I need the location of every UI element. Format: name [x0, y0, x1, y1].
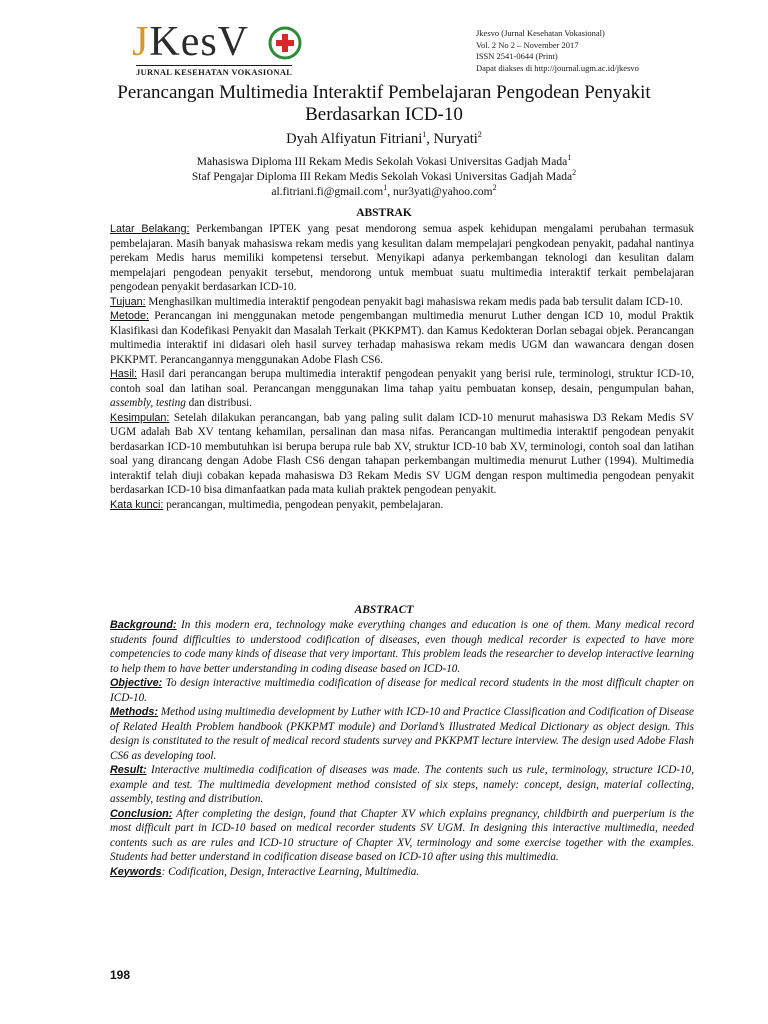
journal-url[interactable]: Dapat diakses di http://journal.ugm.ac.id/jkesvo: [476, 62, 639, 73]
journal-info: [476, 28, 639, 74]
abstrak-tujuan: Tujuan: Menghasilkan multimedia interaktif pengodean penyakit bagi mahasiswa rekam medis pada bab tersulit dalam ICD-10.: [110, 295, 683, 308]
abstract-result: Result: Interactive multimedia codification of diseases was made. The contents such us rule, terminology, structure ICD-10, example and test. The multimedia development method consisted of six steps, namely: concept, design, material collecting, assembly, testing and distribution.: [110, 764, 694, 805]
abstract-methods: Methods: Method using multimedia development by Luther with ICD-10 and Practice Classification and Codification of Disease of Related Health Problem handbook (PKKPMT module) and Dorland’s Illustrated Medical Dictionary as object design. This design is constituted to the result of medical record students survey and PKKPMT lecture interview. The design used Adobe Flash CS6 as developing tool.: [110, 706, 694, 762]
abstrak-metode: Metode: Perancangan ini menggunakan metode pengembangan multimedia menurut Luther dengan ICD 10, modul Praktik Klasifikasi dan Kodefikasi Penyakit dan Masalah Terkait (PKKPMT). dan Kamus Kedokteran Dorlan sebagai objek. Perancangan multimedia interaktif ini didasari oleh hasil survey terhadap mahasiswa rekam medis UGM dan wawancara dengan dosen PKKPMT. Perancangannya menggunakan Adobe Flash CS6.: [110, 310, 694, 366]
abstract-background: Background: In this modern era, technology make everything changes and education is one of them. Many medical record students found difficulties to understood codification of diseases, even though medical recorder is expected to have more competencies to code many kinds of disease that very important. This problem leads the researcher to develop interactive learning to help them to have better understanding in coding disease based on ICD-10.: [110, 619, 694, 675]
abstrak-hasil: Hasil: Hasil dari perancangan berupa multimedia interaktif pengodean penyakit yang berisi rule, terminologi, struktur ICD-10, contoh soal dan latihan soal. Perancangan menggunakan lima tahap yaitu pembuatan konsep, desain, pengumpulan bahan, assembly, testing dan distribusi.: [110, 368, 694, 409]
abstrak-kesimpulan: Kesimpulan: Setelah dilakukan perancangan, bab yang paling sulit dalam ICD-10 menurut mahasiswa D3 Rekam Medis SV UGM adalah Bab XV tentang kehamilan, persalinan dan masa nifas. Perancangan multimedia interaktif pengodean penyakit berdasarkan ICD-10 membutuhkan isi berupa berupa rule bab XV, struktur ICD-10 bab XV, terminologi, contoh soal dan latihan soal yang dirancang dengan Adobe Flash CS6 dengan tahapan perkembangan multimedia menurut Luther (1994). Multimedia interaktif telah diuji cobakan kepada mahasiswa D3 Rekam Medis SV UGM dengan respon multimedia pengodean penyakit berdasarkan ICD-10 bisa dimanfaatkan pada mata kuliah praktek pengodean penyakit.: [110, 411, 694, 496]
abstract-conclusion: Conclusion: After completing the design, found that Chapter XV which explains pregnancy, childbirth and puerperium is the most difficult part in ICD-10 based on medical recorder students SV UGM. In designing this interactive multimedia, needed contents such as are rules and ICD-10 structure of Chapter XV, terminology and some exercise together with the examples. Students had better understand in codification disease based on ICD-10 after using this multimedia.: [110, 807, 694, 863]
journal-volume: Vol. 2 No 2 – November 2017: [476, 39, 579, 50]
paper-title: Perancangan Multimedia Interaktif Pembelajaran Pengodean Penyakit Berdasarkan ICD-10: [117, 82, 651, 125]
abstrak-kata-kunci: Kata kunci: perancangan, multimedia, pengodean penyakit, pembelajaran.: [110, 498, 444, 511]
page-header: [0, 12, 768, 77]
journal-issn: ISSN 2541-0644 (Print): [476, 51, 558, 61]
abstrak-latar: Latar Belakang: Perkembangan IPTEK yang pesat mendorong semua aspek kehidupan mengalami perubahan termasuk pembelajaran. Masih banyak mahasiswa rekam medis yang kesulitan dalam mempelajari pengkodean penyakit, padahal nantinya perekam Medis harus memiliki kompetensi tersebut. Menyikapi adanya perkembangan teknologi dan kesulitan dalam mempelajari pengodean penyakit tersebut, mendorong untuk membuat suatu multimedia interaktif terkait pembelajaran pengodean penyakit berdasarkan ICD-10.: [110, 223, 694, 293]
affiliation-1: Mahasiswa Diploma III Rekam Medis Sekolah Vokasi Universitas Gadjah Mada$^1$: [196, 153, 572, 168]
abstract-objective: Objective: To design interactive multimedia codification of disease for medical record students in the most difficult chapter on ICD-10.: [110, 677, 694, 704]
abstract-body: [110, 618, 694, 879]
authors: Dyah Alfiyatun Fitriani$^1$, Nuryati$^2$: [286, 130, 482, 147]
affiliation-2: Staf Pengajar Diploma III Rekam Medis Sekolah Vokasi Universitas Gadjah Mada$^2$: [191, 168, 577, 183]
logo-subtitle: JURNAL KESEHATAN VOKASIONAL: [136, 67, 293, 77]
abstrak-heading: ABSTRAK: [356, 207, 412, 219]
journal-name: Jkesvo (Jurnal Kesehatan Vokasional): [476, 28, 605, 38]
journal-logo: [132, 20, 310, 78]
author-emails: al.fitriani.fi@gmail.com$^1$, nur3yati@yahoo.com$^2$: [271, 183, 497, 198]
abstrak-body: [110, 222, 694, 512]
abstract-heading: ABSTRACT: [354, 604, 414, 616]
abstract-keywords: Keywords: Codification, Design, Interactive Learning, Multimedia.: [110, 865, 420, 878]
page-number: 198: [110, 968, 131, 982]
medical-cross-icon: [268, 26, 302, 60]
logo-wordmark: JKesV: [132, 19, 250, 65]
